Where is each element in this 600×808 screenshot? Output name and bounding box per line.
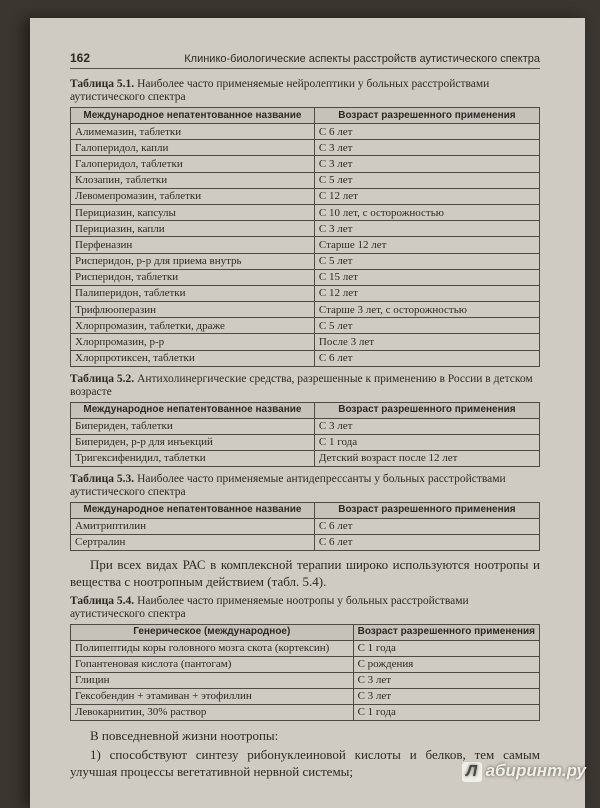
table3-caption (70, 473, 540, 499)
table-row (71, 253, 540, 269)
running-header (70, 46, 540, 69)
age-cell: Старше 3 лет, с осторожностью (314, 302, 539, 318)
table-row (71, 534, 540, 550)
table3-caption-text: Наиболее часто применяемые антидепрессанты у больных расстройствами аутистического спектра (70, 473, 506, 498)
table1-body (71, 124, 540, 367)
table4-label: Таблица 5.4. (70, 595, 134, 607)
running-title: Клинико-биологические аспекты расстройств аутистического спектра (184, 53, 540, 65)
table-row (71, 269, 540, 285)
age-cell: С 1 года (314, 434, 539, 450)
age-cell: После 3 лет (314, 334, 539, 350)
drug-name-cell: Галоперидол, таблетки (71, 156, 315, 172)
table1-caption (70, 78, 540, 104)
table2-caption-text: Антихолинергические средства, разрешенные к применению в России в детском возрасте (70, 373, 533, 398)
table-row (71, 418, 540, 434)
table2-header-name: Международное непатентованное название (71, 402, 315, 418)
table-row (71, 204, 540, 220)
age-cell: С рождения (353, 656, 539, 672)
page-number: 162 (70, 51, 90, 65)
table-row (71, 350, 540, 366)
table-row (71, 285, 540, 301)
body-paragraph-1: При всех видах РАС в комплексной терапии широко используются ноотропы и вещества с ноотропным действием (табл. 5.4). (70, 556, 540, 590)
drug-name-cell: Перициазин, капсулы (71, 204, 315, 220)
table4-caption-text: Наиболее часто применяемые ноотропы у больных расстройствами аутистического спектра (70, 595, 469, 620)
age-cell: С 3 лет (314, 221, 539, 237)
table-row (71, 672, 540, 688)
table1 (70, 107, 540, 367)
table3-header-age: Возраст разрешенного применения (314, 502, 539, 518)
table-row (71, 221, 540, 237)
table3-header-name: Международное непатентованное название (71, 502, 315, 518)
drug-name-cell: Хлорпротиксен, таблетки (71, 350, 315, 366)
table4 (70, 624, 540, 721)
age-cell: С 3 лет (314, 156, 539, 172)
drug-name-cell: Галоперидол, капли (71, 140, 315, 156)
table-row (71, 172, 540, 188)
drug-name-cell: Хлорпромазин, таблетки, драже (71, 318, 315, 334)
age-cell: С 3 лет (314, 140, 539, 156)
body-paragraph-3: 1) способствуют синтезу рибонуклеиновой кислоты и белков, тем самым улучшая процессы вегетативной нервной системы; (70, 746, 540, 780)
table-row (71, 302, 540, 318)
table3-body (71, 518, 540, 550)
table-row (71, 318, 540, 334)
age-cell: С 6 лет (314, 124, 539, 140)
table4-header-age: Возраст разрешенного применения (353, 624, 539, 640)
watermark (462, 761, 586, 782)
drug-name-cell: Полипептиды коры головного мозга скота (кортексин) (71, 640, 354, 656)
drug-name-cell: Гексобендин + этамиван + этофиллин (71, 688, 354, 704)
drug-name-cell: Хлорпромазин, р-р (71, 334, 315, 350)
table-row (71, 237, 540, 253)
age-cell: С 15 лет (314, 269, 539, 285)
age-cell: С 3 лет (353, 688, 539, 704)
drug-name-cell: Глицин (71, 672, 354, 688)
age-cell: С 3 лет (353, 672, 539, 688)
table-row (71, 640, 540, 656)
table1-caption-text: Наиболее часто применяемые нейролептики у больных расстройствами аутистического спектра (70, 78, 489, 103)
table-row (71, 434, 540, 450)
drug-name-cell: Бипериден, таблетки (71, 418, 315, 434)
table4-body (71, 640, 540, 720)
age-cell: Старше 12 лет (314, 237, 539, 253)
age-cell: С 6 лет (314, 518, 539, 534)
drug-name-cell: Палиперидон, таблетки (71, 285, 315, 301)
drug-name-cell: Тригексифенидил, таблетки (71, 450, 315, 466)
table3-label: Таблица 5.3. (70, 473, 134, 485)
drug-name-cell: Клозапин, таблетки (71, 172, 315, 188)
table-row (71, 188, 540, 204)
age-cell: С 1 года (353, 640, 539, 656)
drug-name-cell: Сертралин (71, 534, 315, 550)
table-row (71, 656, 540, 672)
age-cell: С 6 лет (314, 350, 539, 366)
table2-body (71, 418, 540, 466)
drug-name-cell: Бипериден, р-р для инъекций (71, 434, 315, 450)
table2 (70, 402, 540, 467)
age-cell: С 3 лет (314, 418, 539, 434)
table3 (70, 502, 540, 551)
table2-label: Таблица 5.2. (70, 373, 134, 385)
drug-name-cell: Левомепромазин, таблетки (71, 188, 315, 204)
table1-header-age: Возраст разрешенного применения (314, 108, 539, 124)
page-content (70, 74, 540, 785)
age-cell: С 5 лет (314, 253, 539, 269)
table4-header-name: Генерическое (международное) (71, 624, 354, 640)
drug-name-cell: Левокарнитин, 30% раствор (71, 704, 354, 720)
table-row (71, 334, 540, 350)
table-row (71, 140, 540, 156)
drug-name-cell: Перициазин, капли (71, 221, 315, 237)
table1-header-name: Международное непатентованное название (71, 108, 315, 124)
age-cell: С 5 лет (314, 318, 539, 334)
table-row (71, 156, 540, 172)
age-cell: С 6 лет (314, 534, 539, 550)
table-row (71, 688, 540, 704)
drug-name-cell: Рисперидон, р-р для приема внутрь (71, 253, 315, 269)
table-row (71, 704, 540, 720)
age-cell: С 5 лет (314, 172, 539, 188)
age-cell: С 12 лет (314, 188, 539, 204)
drug-name-cell: Трифлюоперазин (71, 302, 315, 318)
body-paragraph-2: В повседневной жизни ноотропы: (70, 727, 540, 744)
age-cell: С 12 лет (314, 285, 539, 301)
watermark-text: абиринт.ру (486, 761, 586, 780)
age-cell: Детский возраст после 12 лет (314, 450, 539, 466)
age-cell: С 10 лет, с осторожностью (314, 204, 539, 220)
drug-name-cell: Перфеназин (71, 237, 315, 253)
drug-name-cell: Алимемазин, таблетки (71, 124, 315, 140)
age-cell: С 1 года (353, 704, 539, 720)
table2-caption (70, 373, 540, 399)
table1-label: Таблица 5.1. (70, 78, 134, 90)
drug-name-cell: Рисперидон, таблетки (71, 269, 315, 285)
drug-name-cell: Гопантеновая кислота (пантогам) (71, 656, 354, 672)
table4-caption (70, 595, 540, 621)
table-row (71, 518, 540, 534)
table2-header-age: Возраст разрешенного применения (314, 402, 539, 418)
table-row (71, 450, 540, 466)
labirint-logo-icon: Л (462, 762, 482, 782)
book-page (30, 18, 585, 808)
table-row (71, 124, 540, 140)
drug-name-cell: Амитриптилин (71, 518, 315, 534)
